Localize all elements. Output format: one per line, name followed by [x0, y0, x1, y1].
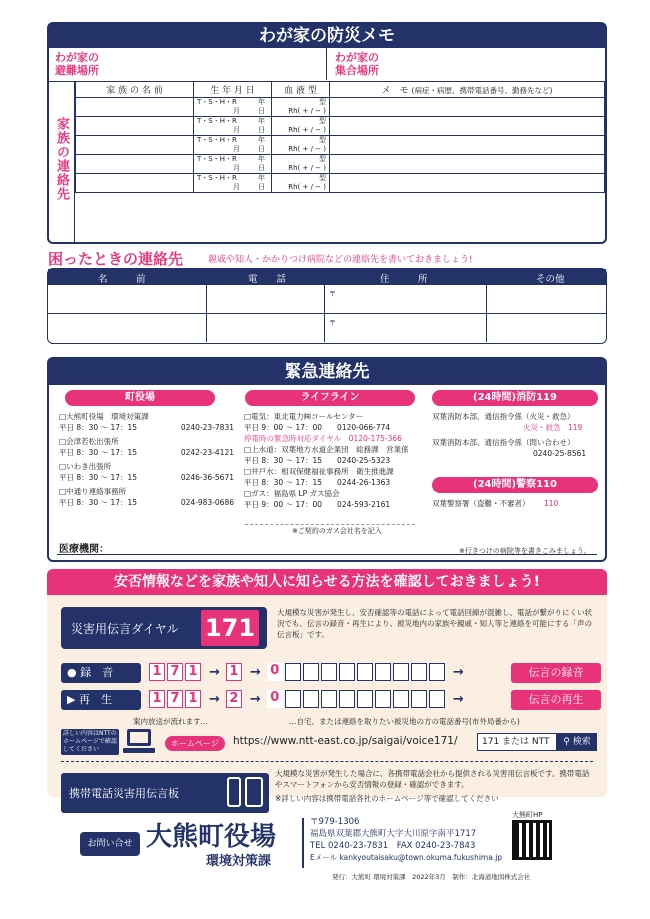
- homepage-label: ホームページ: [165, 736, 225, 751]
- blood-type-unit: 型: [319, 98, 326, 106]
- town-office-entry: [59, 411, 234, 433]
- family-birth-cell[interactable]: [194, 136, 272, 155]
- divider: [324, 285, 325, 342]
- trouble-header-row: [48, 269, 606, 285]
- dial-panel: [61, 607, 267, 649]
- trouble-row-1[interactable]: [48, 285, 606, 314]
- trouble-col-address: 住 所: [380, 274, 428, 285]
- family-birth-cell[interactable]: [194, 155, 272, 174]
- col-name-header: 家 族 の 名 前: [76, 82, 194, 98]
- era-options: T・S・H・R: [197, 117, 237, 125]
- record-result: 伝言の録音: [511, 663, 601, 683]
- fire-title: (24時間)消防119: [432, 390, 598, 406]
- day-unit: 日: [258, 145, 265, 153]
- year-unit: 年: [258, 136, 265, 144]
- trouble-col-name: 名 前: [98, 274, 146, 285]
- phone-icon: [227, 777, 241, 807]
- entry-hours: 平日 8：30 〜 17：15: [59, 498, 138, 507]
- footer: [80, 812, 610, 887]
- record-digit: 7: [167, 663, 183, 681]
- postal-code: 〒979-1306: [310, 817, 360, 827]
- record-circle-icon: ●: [67, 666, 77, 679]
- record-phone-box[interactable]: [339, 663, 355, 681]
- shelter-field[interactable]: [49, 48, 327, 80]
- email: Eメール kankyoutaisaku@town.okuma.fukushima.jp: [310, 853, 503, 862]
- police-title: (24時間)警察110: [432, 477, 598, 493]
- rh-options: Rh( + / − ): [288, 164, 326, 172]
- record-phone-box[interactable]: [303, 663, 319, 681]
- record-digit: 1: [185, 663, 201, 681]
- mobile-desc-2: ※詳しい内容は携帯電話各社のホームページ等で確認してください: [275, 794, 499, 803]
- credit: 発行：大熊町 環境対策課 2022年3月 制作：北海道地図株式会社: [332, 873, 531, 881]
- family-row[interactable]: [76, 174, 605, 193]
- family-row[interactable]: [76, 98, 605, 117]
- dial-description: 大規模な災害が発生し、安否確認等の電話によって電話回線が混雑し、電話が繋がりにくい状況でも、伝言の録音・再生により、被災地内の家族や親戚・知人等と連絡を可能にする「声の伝言板」です。: [277, 608, 592, 639]
- play-label-text: 再 生: [78, 693, 112, 706]
- hp-label: 大熊町HP: [512, 811, 543, 819]
- record-phone-box[interactable]: [375, 663, 391, 681]
- month-unit: 月: [233, 183, 240, 191]
- entry-phone: 0242-23-4121: [180, 448, 234, 457]
- year-unit: 年: [258, 174, 265, 182]
- mobile-label: 携帯電話災害用伝言板: [69, 787, 179, 800]
- phone-note: …自宅、または連絡を取りたい被災地の方の電話番号(市外局番から): [289, 717, 520, 726]
- family-row[interactable]: [76, 117, 605, 136]
- tel-fax: TEL 0240-23-7831 FAX 0240-23-7843: [310, 841, 476, 851]
- meeting-field[interactable]: [329, 48, 605, 80]
- play-phone-box[interactable]: [429, 690, 445, 708]
- fire-line1-value: 火災・救急 119: [523, 423, 583, 432]
- year-unit: 年: [258, 117, 265, 125]
- lifeline-line: 平日 8：30 〜 17：15 0240-25-5323: [244, 456, 391, 465]
- family-memo-cell[interactable]: [330, 155, 605, 174]
- rh-options: Rh( + / − ): [288, 126, 326, 134]
- family-table: [75, 81, 605, 193]
- record-digit: 1: [149, 663, 165, 681]
- family-memo-cell[interactable]: [330, 117, 605, 136]
- play-icon: ▶: [67, 693, 76, 706]
- play-zero-digit: 0: [267, 690, 283, 708]
- medical-label: 医療機関：: [59, 544, 109, 555]
- office-name: 大熊町役場: [146, 822, 277, 852]
- entry-phone: 024-983-0686: [180, 498, 234, 507]
- family-blood-cell[interactable]: [272, 174, 330, 193]
- trouble-col-phone: 電 話: [248, 274, 287, 285]
- era-options: T・S・H・R: [197, 136, 237, 144]
- safety-section: [47, 569, 607, 797]
- mobile-panel: [61, 773, 269, 813]
- search-button[interactable]: [557, 733, 597, 751]
- family-memo-title: わが家の防災メモ: [49, 24, 605, 48]
- play-row: [61, 690, 601, 710]
- play-phone-box[interactable]: [375, 690, 391, 708]
- arrow-icon: →: [452, 664, 464, 680]
- family-row[interactable]: [76, 155, 605, 174]
- family-memo-cell[interactable]: [330, 136, 605, 155]
- entry-phone: 0246-36-5671: [180, 473, 234, 482]
- rh-options: Rh( + / − ): [288, 107, 326, 115]
- ntt-note: 詳しい内容はNTTのホームページで確認してください: [61, 729, 119, 755]
- divider: [486, 285, 487, 342]
- day-unit: 日: [258, 164, 265, 172]
- year-unit: 年: [258, 155, 265, 163]
- day-unit: 日: [258, 183, 265, 191]
- guide-note: 案内放送が流れます…: [133, 717, 208, 726]
- contact-block: [310, 816, 502, 864]
- emergency-title: 緊急連絡先: [49, 359, 605, 385]
- gas-note: ※ご契約のガス会社名を記入: [292, 527, 382, 535]
- family-name-cell[interactable]: [76, 174, 194, 193]
- play-phone-box[interactable]: [321, 690, 337, 708]
- record-sequence: [149, 663, 470, 681]
- trouble-row-2[interactable]: [48, 314, 606, 342]
- town-office-entry: [59, 486, 234, 508]
- blood-type-unit: 型: [319, 174, 326, 182]
- blood-type-unit: 型: [319, 155, 326, 163]
- month-unit: 月: [233, 107, 240, 115]
- url-row: [165, 733, 601, 753]
- family-birth-cell[interactable]: [194, 174, 272, 193]
- entry-hours: 平日 8：30 〜 17：15: [59, 473, 138, 482]
- postal-mark: 〒: [329, 319, 336, 327]
- era-options: T・S・H・R: [197, 174, 237, 182]
- arrow-icon: →: [209, 664, 220, 680]
- record-label-text: 録 音: [80, 666, 114, 679]
- record-phone-box[interactable]: [429, 663, 445, 681]
- lifeline-line: □ガス：福島県 LP ガス協会: [244, 489, 340, 498]
- address: 福島県双葉郡大熊町大字大川原字南平1717: [310, 829, 477, 839]
- play-phone-box[interactable]: [339, 690, 355, 708]
- col-memo-label: メ モ: [381, 86, 409, 96]
- family-side-text: 家族の連絡先: [54, 117, 69, 201]
- family-blood-cell[interactable]: [272, 117, 330, 136]
- arrow-icon: →: [209, 691, 220, 707]
- family-side-label: [49, 81, 75, 242]
- col-blood-header: 血 液 型: [272, 82, 330, 98]
- entry-name: □中通り連絡事務所: [59, 487, 127, 496]
- lifeline-line: □電気：東北電力㈱コールセンター: [244, 412, 364, 421]
- search-icon: ⚲: [563, 737, 570, 747]
- dial-label: 災害用伝言ダイヤル: [71, 622, 179, 636]
- entry-name: □大熊町役場 環境対策課: [59, 412, 149, 421]
- family-name-cell[interactable]: [76, 117, 194, 136]
- record-phone-box[interactable]: [321, 663, 337, 681]
- month-unit: 月: [233, 164, 240, 172]
- day-unit: 日: [258, 126, 265, 134]
- lifeline-list: [244, 411, 434, 510]
- rh-options: Rh( + / − ): [288, 183, 326, 191]
- police-line: 双葉警察署（盗難・不審者）: [432, 499, 530, 508]
- play-phone-box[interactable]: [411, 690, 427, 708]
- entry-name: □会津若松出張所: [59, 437, 119, 446]
- entry-hours: 平日 8：30 〜 17：15: [59, 448, 138, 457]
- postal-mark: 〒: [329, 290, 336, 298]
- family-name-cell[interactable]: [76, 98, 194, 117]
- family-name-cell[interactable]: [76, 155, 194, 174]
- era-options: T・S・H・R: [197, 98, 237, 106]
- fire-line2-value: 0240-25-8561: [533, 449, 587, 458]
- qr-code-icon[interactable]: [512, 820, 552, 860]
- trouble-title: 困ったときの連絡先: [48, 250, 184, 268]
- section-divider: [61, 761, 593, 762]
- play-label: [61, 690, 141, 710]
- emergency-section: [47, 357, 607, 562]
- mobile-description: [275, 768, 595, 804]
- shelter-label: わが家の 避難場所: [55, 51, 99, 77]
- month-unit: 月: [233, 126, 240, 134]
- town-office-entry: [59, 461, 234, 483]
- trouble-subtitle: 親戚や知人・かかりつけ病院などの連絡先を書いておきましょう!: [208, 255, 473, 265]
- family-blood-cell[interactable]: [272, 98, 330, 117]
- family-row[interactable]: [76, 136, 605, 155]
- footer-divider: [302, 818, 304, 868]
- record-phone-box[interactable]: [285, 663, 301, 681]
- record-row: [61, 663, 601, 683]
- entry-hours: 平日 8：30 〜 17：15: [59, 423, 138, 432]
- entry-name: □いわき出張所: [59, 462, 112, 471]
- month-unit: 月: [233, 145, 240, 153]
- gas-note-line: [245, 524, 415, 525]
- fire-line2: 双葉消防本部、通信指令係（問い合わせ）: [432, 438, 575, 447]
- lifeline-line: 停電時の緊急時対応ダイヤル 0120-175-366: [244, 434, 402, 443]
- town-office-title: 町役場: [65, 390, 215, 406]
- play-sequence: [149, 690, 470, 708]
- search-input[interactable]: 171 または NTT: [477, 733, 557, 751]
- family-birth-cell[interactable]: [194, 117, 272, 136]
- safety-banner: 安否情報などを家族や知人に知らせる方法を確認しておきましょう!: [47, 569, 607, 595]
- record-mode-digit: 1: [226, 663, 242, 681]
- blood-type-unit: 型: [319, 136, 326, 144]
- record-phone-box[interactable]: [393, 663, 409, 681]
- record-phone-box[interactable]: [411, 663, 427, 681]
- play-phone-box[interactable]: [357, 690, 373, 708]
- smartphone-icon: [245, 777, 263, 807]
- town-office-list: [59, 411, 234, 511]
- rh-options: Rh( + / − ): [288, 145, 326, 153]
- play-phone-box[interactable]: [285, 690, 301, 708]
- blood-type-unit: 型: [319, 117, 326, 125]
- play-digit: 1: [185, 690, 201, 708]
- lifeline-line: 平日 8：30 〜 17：15 0244-26-1363: [244, 478, 391, 487]
- play-digit: 1: [149, 690, 165, 708]
- play-mode-digit: 2: [226, 690, 242, 708]
- search-button-label: 検索: [572, 737, 591, 747]
- family-blood-cell[interactable]: [272, 155, 330, 174]
- ntt-url-link[interactable]: https://www.ntt-east.co.jp/saigai/voice171/: [233, 735, 458, 747]
- arrow-icon: →: [249, 691, 261, 707]
- arrow-icon: →: [249, 664, 261, 680]
- family-memo-section: [47, 22, 607, 244]
- day-unit: 日: [258, 107, 265, 115]
- play-phone-box[interactable]: [393, 690, 409, 708]
- play-phone-box[interactable]: [303, 690, 319, 708]
- police-value: 110: [544, 499, 559, 508]
- col-memo-note: (病症・病歴、携帯電話番号、勤務先など): [411, 86, 553, 95]
- lifeline-line: 平日 9：00 〜 17：00 0120-066-774: [244, 423, 391, 432]
- era-options: T・S・H・R: [197, 155, 237, 163]
- town-office-entry: [59, 436, 234, 458]
- dept-name: 環境対策課: [206, 854, 272, 869]
- year-unit: 年: [258, 98, 265, 106]
- mobile-desc-1: 大規模な災害が発生した場合に、各携帯電話会社から提供される災害用伝言板です。携帯電話やスマートフォンから安否情報の登録・確認ができます。: [275, 769, 590, 789]
- col-birth-header: 生 年 月 日: [194, 82, 272, 98]
- dial-number: 171: [201, 610, 259, 646]
- medical-note: ※行きつけの病院等を書きこみましょう。: [459, 547, 591, 555]
- record-zero-digit: 0: [267, 663, 283, 681]
- family-blood-cell[interactable]: [272, 136, 330, 155]
- meeting-label: わが家の 集合場所: [335, 51, 379, 77]
- inquiry-badge: お問い合せ: [80, 832, 140, 856]
- computer-icon: [123, 729, 155, 755]
- play-result: 伝言の再生: [511, 690, 601, 710]
- lifeline-line: 平日 9：00 〜 17：00 024-593-2161: [244, 500, 391, 509]
- lifeline-line: □井戸水：相双保健福祉事務所 衛生推進課: [244, 467, 394, 476]
- record-label: [61, 663, 141, 683]
- trouble-section: [47, 268, 607, 344]
- lifeline-line: □上水道：双葉地方水道企業団 総務課 営業係: [244, 445, 409, 454]
- record-phone-box[interactable]: [357, 663, 373, 681]
- lifeline-title: ライフライン: [245, 390, 415, 406]
- entry-phone: 0240-23-7831: [180, 423, 234, 432]
- divider: [206, 285, 207, 342]
- trouble-col-other: その他: [536, 274, 565, 285]
- col-memo-header: [330, 82, 605, 98]
- family-memo-cell[interactable]: [330, 174, 605, 193]
- family-birth-cell[interactable]: [194, 98, 272, 117]
- family-name-cell[interactable]: [76, 136, 194, 155]
- play-digit: 7: [167, 690, 183, 708]
- fire-line1: 双葉消防本部、通信指令係（火災・救急）: [432, 412, 575, 421]
- arrow-icon: →: [452, 691, 464, 707]
- family-memo-cell[interactable]: [330, 98, 605, 117]
